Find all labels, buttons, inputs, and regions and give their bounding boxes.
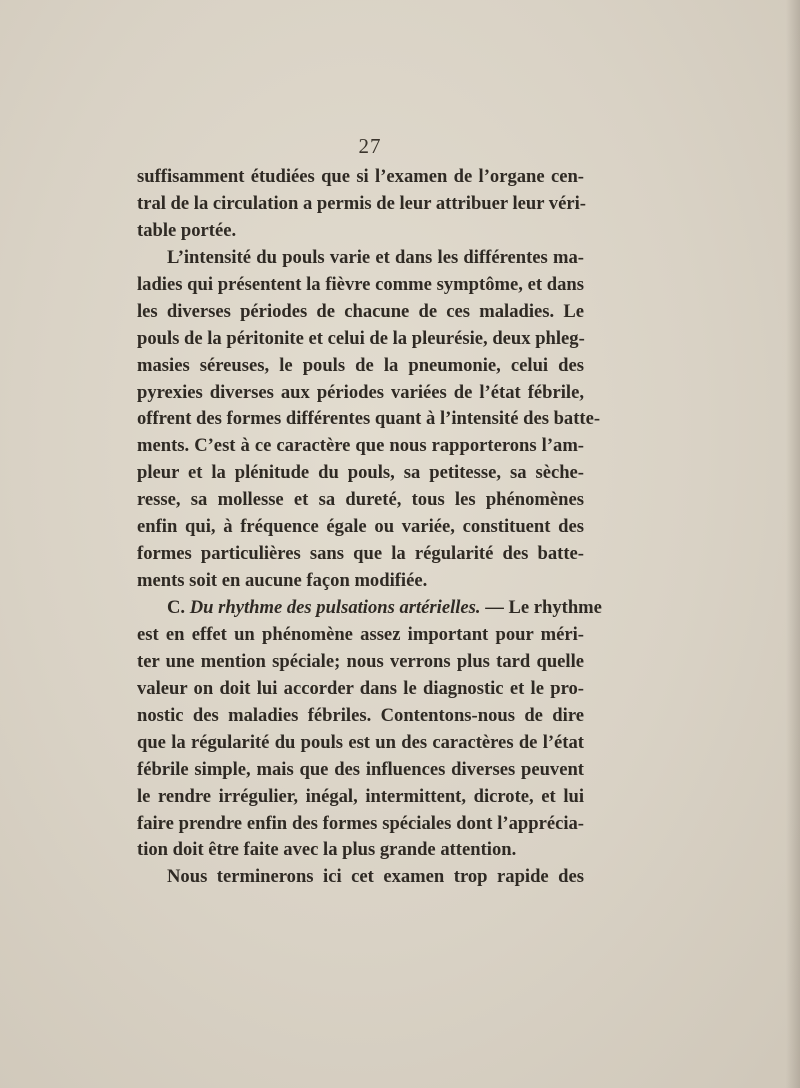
line-text: table portée. bbox=[137, 219, 237, 241]
line-text: offrent des formes différentes quant à l’intensité des batte- bbox=[137, 408, 601, 430]
line-text: L’intensité du pouls varie et dans les différentes ma- bbox=[167, 246, 584, 268]
text-line bbox=[137, 784, 584, 811]
text-line bbox=[137, 433, 584, 460]
text-line bbox=[137, 541, 584, 568]
text-line bbox=[137, 730, 584, 757]
section-title: Du rhythme des pulsations artérielles. bbox=[189, 597, 481, 618]
line-text: valeur on doit lui accorder dans le diagnostic et le pro- bbox=[137, 677, 584, 699]
text-line bbox=[137, 406, 601, 433]
line-text: que la régularité du pouls est un des caractères de l’état bbox=[137, 731, 584, 753]
line-text: — Le rhythme bbox=[480, 597, 602, 618]
page-number: 27 bbox=[358, 134, 382, 158]
text-line bbox=[137, 299, 584, 326]
text-line bbox=[137, 487, 584, 514]
text-line bbox=[137, 245, 584, 272]
text-line bbox=[137, 326, 584, 353]
line-text: enfin qui, à fréquence égale ou variée, constituent des bbox=[137, 516, 584, 538]
line-text: fébrile simple, mais que des influences diverses peuvent bbox=[137, 758, 584, 780]
line-text: ter une mention spéciale; nous verrons plus tard quelle bbox=[137, 650, 584, 672]
line-text: suffisamment étudiées que si l’examen de l’organe cen- bbox=[137, 166, 584, 187]
text-line bbox=[137, 676, 584, 703]
text-line bbox=[137, 218, 584, 245]
line-text: faire prendre enfin des formes spéciales dont l’apprécia- bbox=[137, 812, 584, 834]
text-line bbox=[137, 811, 584, 838]
line-text: pyrexies diverses aux périodes variées de l’état fébrile, bbox=[137, 381, 584, 403]
line-text: tral de la circulation a permis de leur attribuer leur véri- bbox=[137, 192, 586, 214]
body-text bbox=[137, 164, 602, 891]
page-edge-shadow bbox=[786, 0, 800, 1088]
line-text: nostic des maladies fébriles. Contentons-nous de dire bbox=[137, 704, 584, 726]
section-label: C. bbox=[167, 597, 186, 618]
text-line bbox=[137, 864, 584, 891]
line-text: formes particulières sans que la régularité des batte- bbox=[137, 543, 584, 565]
line-text: les diverses périodes de chacune de ces maladies. Le bbox=[137, 300, 584, 322]
line-text: tion doit être faite avec la plus grande attention. bbox=[137, 839, 517, 861]
text-line bbox=[137, 164, 584, 191]
line-text: ments. C’est à ce caractère que nous rapporterons l’am- bbox=[137, 435, 584, 457]
text-line bbox=[137, 460, 584, 487]
line-text: ladies qui présentent la fièvre comme symptôme, et dans bbox=[137, 273, 584, 295]
line-text: est en effet un phénomène assez important pour méri- bbox=[137, 623, 584, 645]
text-line bbox=[137, 272, 584, 299]
text-line bbox=[137, 703, 584, 730]
text-line bbox=[137, 595, 602, 622]
text-line bbox=[137, 514, 584, 541]
text-line bbox=[137, 649, 584, 676]
line-text: le rendre irrégulier, inégal, intermittent, dicrote, et lui bbox=[137, 785, 584, 807]
line-text: pleur et la plénitude du pouls, sa petitesse, sa sèche- bbox=[137, 462, 584, 484]
text-line bbox=[137, 353, 584, 380]
text-line bbox=[137, 757, 584, 784]
text-line bbox=[137, 568, 584, 595]
text-line bbox=[137, 622, 584, 649]
text-line bbox=[137, 837, 584, 864]
text-line bbox=[137, 380, 584, 407]
line-text: Nous terminerons ici cet examen trop rapide des bbox=[167, 866, 584, 888]
line-text: pouls de la péritonite et celui de la pleurésie, deux phleg- bbox=[137, 327, 585, 349]
line-text: masies séreuses, le pouls de la pneumonie, celui des bbox=[137, 354, 584, 376]
line-text: resse, sa mollesse et sa dureté, tous les phénomènes bbox=[137, 489, 584, 511]
text-line bbox=[137, 191, 584, 218]
line-text: ments soit en aucune façon modifiée. bbox=[137, 570, 428, 592]
